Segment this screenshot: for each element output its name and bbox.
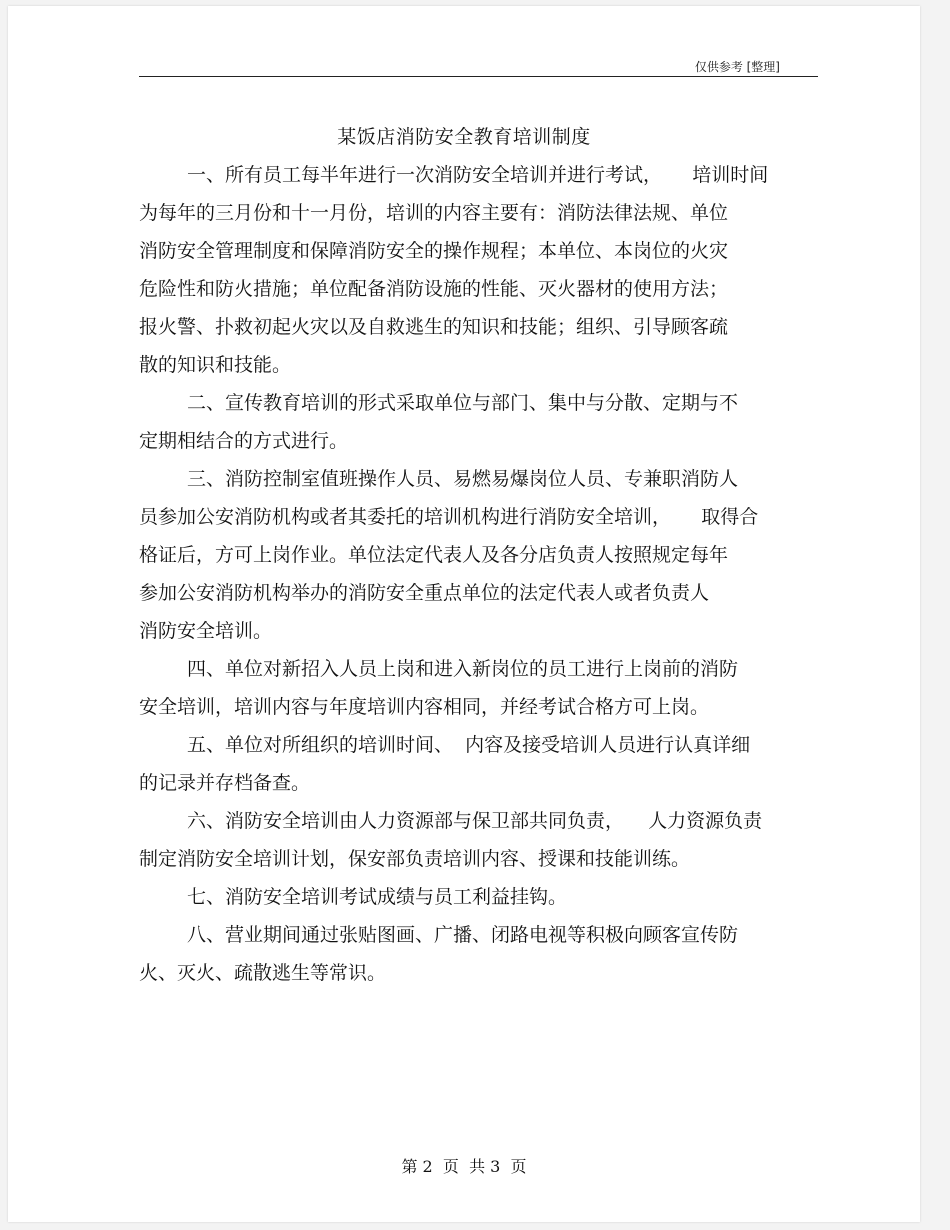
document-title: 某饭店消防安全教育培训制度 xyxy=(337,126,591,148)
paragraph-line: 报火警、扑救初起火灾以及自救逃生的知识和技能；组织、引导顾客疏 xyxy=(139,316,729,338)
paragraph-line: 安全培训，培训内容与年度培训内容相同，并经考试合格方可上岗。 xyxy=(139,696,710,718)
paragraph-first-line: 七、消防安全培训考试成绩与员工利益挂钩。 xyxy=(187,886,568,908)
paragraph-line: 散的知识和技能。 xyxy=(139,354,292,376)
paragraph-line: 定期相结合的方式进行。 xyxy=(139,430,349,452)
page-number: 第 2 页 共 3 页 xyxy=(401,1157,527,1176)
paragraph-line: 的记录并存档备查。 xyxy=(139,772,311,794)
paragraph-first-line: 一、所有员工每半年进行一次消防安全培训并进行考试， 培训时间 xyxy=(187,164,769,186)
header-note: 仅供参考 [整理] xyxy=(694,60,780,74)
paragraph-first-line: 六、消防安全培训由人力资源部与保卫部共同负责， 人力资源负责 xyxy=(187,810,763,832)
paragraph-line: 消防安全培训。 xyxy=(139,620,273,642)
paragraph-line: 制定消防安全培训计划，保安部负责培训内容、授课和技能训练。 xyxy=(139,848,691,870)
paragraph-first-line: 二、宣传教育培训的形式采取单位与部门、集中与分散、定期与不 xyxy=(187,392,739,414)
paragraph-line: 火、灭火、疏散逃生等常识。 xyxy=(139,962,387,984)
header-divider xyxy=(139,76,818,77)
paragraph-line: 员参加公安消防机构或者其委托的培训机构进行消防安全培训， 取得合 xyxy=(139,506,759,528)
paragraph-first-line: 八、营业期间通过张贴图画、广播、闭路电视等积极向顾客宣传防 xyxy=(187,924,739,946)
paragraph-first-line: 四、单位对新招入人员上岗和进入新岗位的员工进行上岗前的消防 xyxy=(187,658,739,680)
document-body xyxy=(139,156,829,992)
paragraph-line: 为每年的三月份和十一月份，培训的内容主要有：消防法律法规、单位 xyxy=(139,202,729,224)
document-page xyxy=(8,6,920,1222)
paragraph-line: 危险性和防火措施；单位配备消防设施的性能、灭火器材的使用方法； xyxy=(139,278,729,300)
paragraph-first-line: 五、单位对所组织的培训时间、 内容及接受培训人员进行认真详细 xyxy=(187,734,751,756)
paragraph-line: 格证后，方可上岗作业。单位法定代表人及各分店负责人按照规定每年 xyxy=(139,544,729,566)
paragraph-first-line: 三、消防控制室值班操作人员、易燃易爆岗位人员、专兼职消防人 xyxy=(187,468,739,490)
paragraph-line: 消防安全管理制度和保障消防安全的操作规程；本单位、本岗位的火灾 xyxy=(139,240,729,262)
paragraph-line: 参加公安消防机构举办的消防安全重点单位的法定代表人或者负责人 xyxy=(139,582,710,604)
